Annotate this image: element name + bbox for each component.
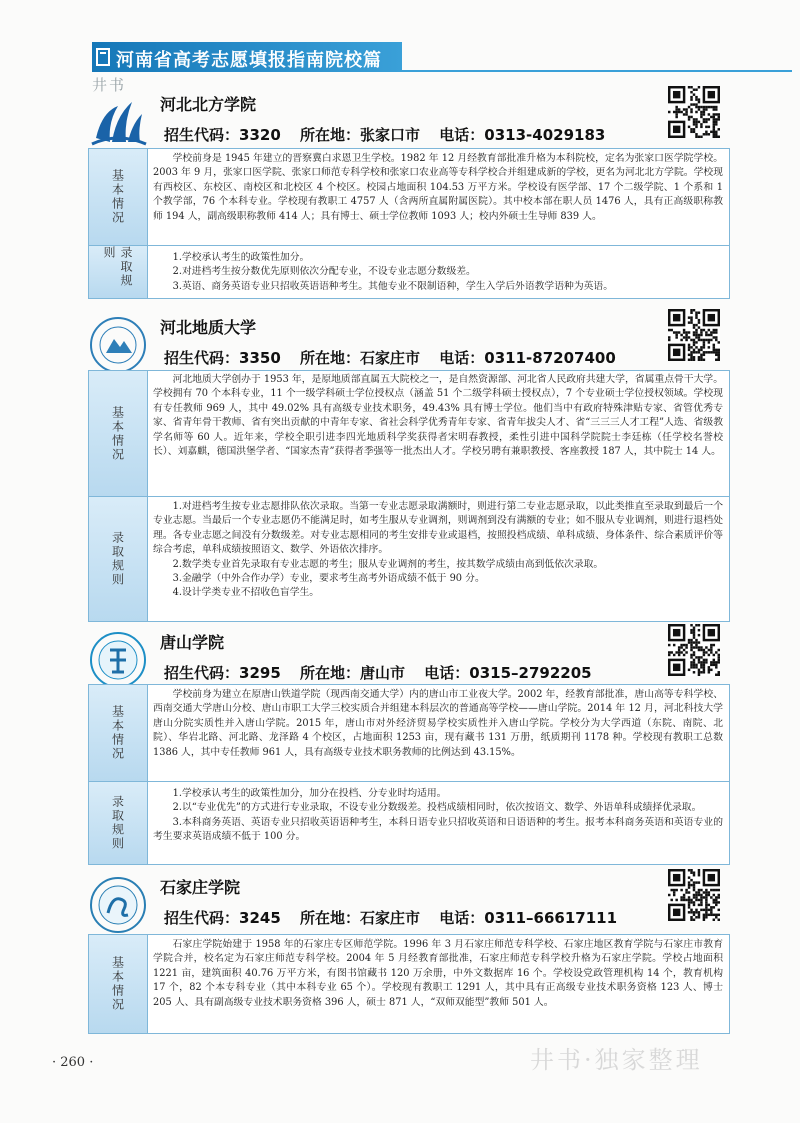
school-header	[88, 630, 728, 690]
school-phone: 电话：0313-4029183	[439, 126, 606, 144]
school-logo-icon	[88, 875, 148, 935]
section-text: 学校前身为建立在原唐山铁道学院（现西南交通大学）内的唐山市工业夜大学。2002 年，经教育部批准，唐山高等专科学校、西南交通大学唐山分校、唐山市职工大学三校实质合并组建本科层次的普通高等学校——唐山学院。2014 年 12 月，河北科技大学唐山分院实质性并入唐山学院。2015 年，唐山市对外经济贸易学校实质性并入唐山学院。学校分为大学西道（东院、南院、北院）、华岩北路、河北路、龙泽路 4 个校区，占地面积 1253 亩，现有藏书 131 万册，纸质期刊 1178 种。学校现有教职工总数 1386 人，其中专任教师 961 人，具有高级专业技术职务教师的比例达到 43.15%。	[153, 689, 723, 758]
school-logo-icon	[88, 630, 148, 690]
section-label: 基本情况	[89, 935, 148, 1033]
book-icon	[96, 48, 110, 66]
rule-item: 1.学校承认考生的政策性加分。	[172, 252, 310, 263]
qr-code-icon[interactable]	[668, 869, 720, 921]
section-text	[153, 500, 723, 601]
rule-item: 1.对进档考生按专业志愿排队依次录取。当第一专业志愿录取满额时，则进行第二专业志愿录取，以此类推直至录取到最后一个专业志愿。当最后一个专业志愿仍不能满足时，如考生服从专业调剂，则调剂到没有满额的专业；如不服从专业调剂，则进行退档处理。各专业志愿之间没有分数级差。对专业志愿相同的考生安排专业或退档，按照投档成绩、单科成绩、身体条件、综合素质评价等综合考虑，单科成绩按照语文、数学、外语依次排序。	[153, 501, 723, 556]
rule-item: 2.对进档考生按分数优先原则依次分配专业，不设专业志愿分数级差。	[172, 266, 476, 278]
section-text	[153, 787, 723, 845]
enrollment-code: 招生代码：3245	[164, 909, 281, 927]
school-location: 所在地：唐山市	[300, 664, 406, 682]
school-header	[88, 875, 728, 935]
watermark: 井书·独家整理	[530, 1046, 703, 1074]
page-number: · 260 ·	[52, 1055, 94, 1070]
basic-info-section	[88, 684, 730, 782]
section-label: 录取规则	[89, 497, 148, 621]
basic-info-section	[88, 148, 730, 246]
admission-rules-section	[88, 496, 730, 622]
section-text: 石家庄学院始建于 1958 年的石家庄专区师范学院。1996 年 3 月石家庄师范专科学校、石家庄地区教育学院与石家庄市教育学院合并，校名定为石家庄师范专科学校。2004 年 5 月经教育部批准，石家庄师范专科学校升格为石家庄学院。学校占地面积 1221 亩，建筑面积 40.76 万平方米，有图书馆藏书 120 万余册，中外文数据库 16 个。学校设党政管理机构 14 个，教育机构 17 个，82 个本专科专业（其中本科专业 65 个）。学校现有教职工 1291 人，其中具有正高级专业技术职务资格 123 人、博士 205 人、具有副高级专业技术职务资格 396 人，硕士 871 人，“双师双能型”教师 501 人。	[153, 939, 723, 1008]
rule-item: 4.设计学类专业不招收色盲学生。	[172, 587, 320, 599]
enrollment-code: 招生代码：3320	[164, 126, 281, 144]
header-bar	[92, 42, 402, 72]
admission-rules-section	[88, 245, 730, 299]
section-label: 基本情况	[89, 149, 148, 245]
school-phone: 电话：0315–2792205	[424, 664, 592, 682]
school-header	[88, 92, 728, 152]
school-location: 所在地：张家口市	[300, 126, 421, 144]
enrollment-code: 招生代码：3350	[164, 349, 281, 367]
school-logo-icon	[88, 315, 148, 375]
section-text: 学校前身是 1945 年建立的晋察冀白求恩卫生学校。1982 年 12 月经教育部批准升格为本科院校，定名为张家口医学院学校。2003 年 9 月，张家口医学院、张家口师范专科学校和张家口农业高等专科学校合并组建成新的学校，更名为河北北方学院。学校现有西校区、东校区、南校区和北校区 4 个校区。校园占地面积 104.53 万平方米。学校设有医学部、17 个二级学院、1 个系和 1 个教学部，76 个本科专业。学校现有教职工 4757 人（含两所直属附属医院）。其中校本部在职人员 1476 人，具有正高级职称教师 194 人，副高级职称教师 414 人；具有博士、硕士学位教师 1093 人；校内外硕士生导师 839 人。	[153, 153, 723, 222]
admission-rules-section	[88, 781, 730, 865]
rule-item: 3.英语、商务英语专业只招收英语语种考生。其他专业不限制语种，学生入学后外语教学语种为英语。	[172, 280, 614, 292]
school-name: 河北地质大学	[160, 318, 257, 337]
page-header	[92, 42, 792, 74]
school-name: 石家庄学院	[160, 878, 241, 897]
school-header	[88, 315, 728, 375]
school-name: 唐山学院	[160, 633, 225, 652]
section-text	[153, 251, 723, 294]
rule-item: 2.以“专业优先”的方式进行专业录取，不设专业分数级差。投档成绩相同时，依次按语文、数学、外语单科成绩择优录取。	[172, 802, 702, 814]
rule-item: 1.学校承认考生的政策性加分，加分在投档、分专业时均适用。	[172, 788, 447, 799]
section-label: 录取规则	[89, 246, 148, 298]
qr-code-icon[interactable]	[668, 624, 720, 676]
school-info-line	[164, 907, 631, 928]
section-text: 河北地质大学创办于 1953 年，是原地质部直属五大院校之一，是自然资源部、河北省人民政府共建大学，省属重点骨干大学。学校拥有 70 个本科专业，11 个一级学科硕士学位授权点（涵盖 51 个二级学科硕士授权点），7 个专业硕士学位授权领域。学校现有专任教师 969 人，其中 49.02% 具有高级专业技术职务，49.43% 具有博士学位。他们当中有政府特殊津贴专家、省管优秀专家、省青年骨干教师、省有突出贡献的中青年专家、省社会科学优秀青年专家、省青年拔尖人才、省“三三三人才工程”人选、省级教学名师等 60 人。近年来，学校全职引进李四光地质科学奖获得者宋明春教授，柔性引进中国科学院院士李廷栋（任学校名誉校长）、刘嘉麒，德国洪堡学者、“国家杰青”获得者季强等一批杰出人才。学校另聘有兼职教授、客座教授 187 人，其中院士 14 人。	[153, 374, 723, 458]
school-logo-icon	[88, 92, 148, 152]
basic-info-section	[88, 370, 730, 497]
section-label: 基本情况	[89, 371, 148, 496]
school-phone: 电话：0311–66617111	[439, 909, 618, 927]
school-phone: 电话：0311-87207400	[439, 349, 616, 367]
rule-item: 3.金融学（中外合作办学）专业，要求考生高考外语成绩不低于 90 分。	[172, 573, 485, 585]
school-info-line	[164, 347, 630, 368]
basic-info-section	[88, 934, 730, 1034]
school-location: 所在地：石家庄市	[300, 349, 421, 367]
school-location: 所在地：石家庄市	[300, 909, 421, 927]
section-label: 录取规则	[89, 782, 148, 864]
header-divider	[402, 70, 792, 72]
school-info-line	[164, 662, 606, 683]
brand-mark: 井书	[92, 76, 127, 94]
rule-item: 2.数学类专业首先录取有专业志愿的考生；服从专业调剂的考生，按其数学成绩由高到低依次录取。	[172, 558, 604, 570]
section-label: 基本情况	[89, 685, 148, 781]
header-title: 河南省高考志愿填报指南院校篇	[116, 50, 382, 71]
enrollment-code: 招生代码：3295	[164, 664, 281, 682]
qr-code-icon[interactable]	[668, 86, 720, 138]
qr-code-icon[interactable]	[668, 309, 720, 361]
school-info-line	[164, 124, 619, 145]
rule-item: 3.本科商务英语、英语专业只招收英语语种考生，本科日语专业只招收英语和日语语种的考生。报考本科商务英语和英语专业的考生要求英语成绩不低于 100 分。	[153, 816, 723, 843]
school-name: 河北北方学院	[160, 95, 257, 114]
